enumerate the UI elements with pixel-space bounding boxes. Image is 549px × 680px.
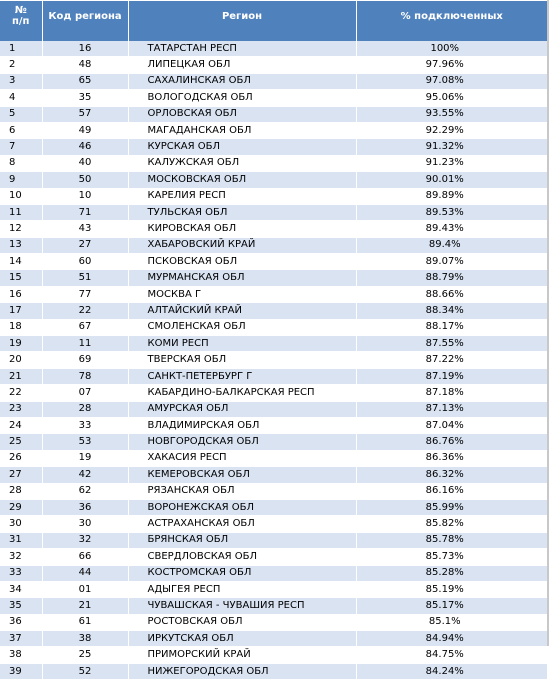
row-number: 32 — [0, 549, 42, 565]
table-row — [0, 352, 547, 368]
row-number: 18 — [0, 319, 42, 335]
connected-percent: 87.13% — [356, 401, 547, 417]
table-row — [0, 401, 547, 417]
connected-percent: 89.43% — [356, 221, 547, 237]
region-code: 62 — [42, 483, 128, 499]
region-name: ПРИМОРСКИЙ КРАЙ — [128, 647, 356, 663]
region-name: РЯЗАНСКАЯ ОБЛ — [128, 483, 356, 499]
connected-percent: 97.08% — [356, 73, 547, 89]
region-name: КАЛУЖСКАЯ ОБЛ — [128, 155, 356, 171]
regions-table — [0, 1, 547, 680]
table-row — [0, 336, 547, 352]
table-row — [0, 237, 547, 253]
table-row — [0, 385, 547, 401]
region-code: 30 — [42, 516, 128, 532]
connected-percent: 85.1% — [356, 614, 547, 630]
table-row — [0, 647, 547, 663]
region-code: 01 — [42, 581, 128, 597]
connected-percent: 92.29% — [356, 122, 547, 138]
table-row — [0, 499, 547, 515]
header-region-code — [42, 1, 128, 41]
region-code: 52 — [42, 663, 128, 679]
region-name: КЕМЕРОВСКАЯ ОБЛ — [128, 467, 356, 483]
region-code: 19 — [42, 450, 128, 466]
row-number: 2 — [0, 57, 42, 73]
row-number: 26 — [0, 450, 42, 466]
row-number: 5 — [0, 106, 42, 122]
region-code: 49 — [42, 122, 128, 138]
connected-percent: 95.06% — [356, 90, 547, 106]
header-number-symbol: № — [14, 5, 27, 16]
row-number: 9 — [0, 172, 42, 188]
region-code: 67 — [42, 319, 128, 335]
table-row — [0, 172, 547, 188]
region-name: ОРЛОВСКАЯ ОБЛ — [128, 106, 356, 122]
table-row — [0, 434, 547, 450]
row-number: 16 — [0, 286, 42, 302]
region-code: 25 — [42, 647, 128, 663]
table-row — [0, 483, 547, 499]
row-number: 27 — [0, 467, 42, 483]
row-number: 20 — [0, 352, 42, 368]
row-number: 39 — [0, 663, 42, 679]
connected-percent: 86.76% — [356, 434, 547, 450]
row-number: 36 — [0, 614, 42, 630]
row-number: 37 — [0, 631, 42, 647]
row-number: 29 — [0, 499, 42, 515]
row-number: 12 — [0, 221, 42, 237]
row-number: 15 — [0, 270, 42, 286]
region-name: БРЯНСКАЯ ОБЛ — [128, 532, 356, 548]
table-row — [0, 581, 547, 597]
row-number: 3 — [0, 73, 42, 89]
connected-percent: 89.53% — [356, 204, 547, 220]
header-row — [0, 1, 547, 41]
region-name: ЧУВАШСКАЯ - ЧУВАШИЯ РЕСП — [128, 598, 356, 614]
region-name: КОСТРОМСКАЯ ОБЛ — [128, 565, 356, 581]
row-number: 13 — [0, 237, 42, 253]
region-name: САХАЛИНСКАЯ ОБЛ — [128, 73, 356, 89]
region-code: 71 — [42, 204, 128, 220]
row-number: 11 — [0, 204, 42, 220]
region-name: КУРСКАЯ ОБЛ — [128, 139, 356, 155]
table-row — [0, 549, 547, 565]
row-number: 21 — [0, 368, 42, 384]
row-number: 10 — [0, 188, 42, 204]
connected-percent: 97.96% — [356, 57, 547, 73]
row-number: 4 — [0, 90, 42, 106]
table-row — [0, 204, 547, 220]
region-code: 77 — [42, 286, 128, 302]
region-name: ПСКОВСКАЯ ОБЛ — [128, 254, 356, 270]
connected-percent: 93.55% — [356, 106, 547, 122]
region-code: 27 — [42, 237, 128, 253]
table-row — [0, 106, 547, 122]
table-row — [0, 368, 547, 384]
table-row — [0, 270, 547, 286]
table-row — [0, 57, 547, 73]
connected-percent: 90.01% — [356, 172, 547, 188]
region-name: ТАТАРСТАН РЕСП — [128, 41, 356, 57]
region-name: РОСТОВСКАЯ ОБЛ — [128, 614, 356, 630]
connected-percent: 85.73% — [356, 549, 547, 565]
region-name: КИРОВСКАЯ ОБЛ — [128, 221, 356, 237]
region-code: 50 — [42, 172, 128, 188]
connected-percent: 85.78% — [356, 532, 547, 548]
region-code: 48 — [42, 57, 128, 73]
connected-percent: 84.94% — [356, 631, 547, 647]
table-row — [0, 450, 547, 466]
region-code: 07 — [42, 385, 128, 401]
connected-percent: 87.55% — [356, 336, 547, 352]
region-name: АСТРАХАНСКАЯ ОБЛ — [128, 516, 356, 532]
region-name: НОВГОРОДСКАЯ ОБЛ — [128, 434, 356, 450]
region-code: 36 — [42, 499, 128, 515]
connected-percent: 85.28% — [356, 565, 547, 581]
row-number: 7 — [0, 139, 42, 155]
table-row — [0, 286, 547, 302]
region-name: МУРМАНСКАЯ ОБЛ — [128, 270, 356, 286]
connected-percent: 85.99% — [356, 499, 547, 515]
connected-percent: 85.82% — [356, 516, 547, 532]
region-code: 51 — [42, 270, 128, 286]
table-row — [0, 188, 547, 204]
region-code: 40 — [42, 155, 128, 171]
header-number — [0, 1, 42, 41]
region-code: 33 — [42, 417, 128, 433]
region-code: 46 — [42, 139, 128, 155]
region-name: ЛИПЕЦКАЯ ОБЛ — [128, 57, 356, 73]
region-name: ИРКУТСКАЯ ОБЛ — [128, 631, 356, 647]
header-region-label: Регион — [221, 11, 263, 22]
region-code: 21 — [42, 598, 128, 614]
connected-percent: 88.34% — [356, 303, 547, 319]
connected-percent: 87.04% — [356, 417, 547, 433]
table-row — [0, 614, 547, 630]
row-number: 34 — [0, 581, 42, 597]
table-row — [0, 90, 547, 106]
connected-percent: 84.75% — [356, 647, 547, 663]
connected-percent: 89.89% — [356, 188, 547, 204]
table-row — [0, 303, 547, 319]
connected-percent: 86.36% — [356, 450, 547, 466]
region-name: МОСКВА Г — [128, 286, 356, 302]
region-code: 35 — [42, 90, 128, 106]
header-region — [128, 1, 356, 41]
row-number: 35 — [0, 598, 42, 614]
table-row — [0, 663, 547, 679]
row-number: 23 — [0, 401, 42, 417]
connected-percent: 85.17% — [356, 598, 547, 614]
table-row — [0, 155, 547, 171]
table-row — [0, 221, 547, 237]
region-code: 43 — [42, 221, 128, 237]
table-row — [0, 598, 547, 614]
table-row — [0, 254, 547, 270]
region-code: 38 — [42, 631, 128, 647]
header-percent-label: % подключенных — [400, 11, 503, 22]
region-code: 32 — [42, 532, 128, 548]
row-number: 17 — [0, 303, 42, 319]
region-code: 10 — [42, 188, 128, 204]
row-number: 30 — [0, 516, 42, 532]
row-number: 24 — [0, 417, 42, 433]
region-code: 78 — [42, 368, 128, 384]
region-code: 65 — [42, 73, 128, 89]
row-number: 25 — [0, 434, 42, 450]
table-row — [0, 467, 547, 483]
table-row — [0, 631, 547, 647]
region-name: ТУЛЬСКАЯ ОБЛ — [128, 204, 356, 220]
region-code: 11 — [42, 336, 128, 352]
region-name: МОСКОВСКАЯ ОБЛ — [128, 172, 356, 188]
region-name: ХАБАРОВСКИЙ КРАЙ — [128, 237, 356, 253]
region-name: ВЛАДИМИРСКАЯ ОБЛ — [128, 417, 356, 433]
connected-percent: 87.18% — [356, 385, 547, 401]
connected-percent: 87.19% — [356, 368, 547, 384]
table-row — [0, 73, 547, 89]
table-row — [0, 516, 547, 532]
connected-percent: 87.22% — [356, 352, 547, 368]
table-row — [0, 417, 547, 433]
region-name: СМОЛЕНСКАЯ ОБЛ — [128, 319, 356, 335]
row-number: 1 — [0, 41, 42, 57]
region-code: 53 — [42, 434, 128, 450]
region-code: 69 — [42, 352, 128, 368]
table-row — [0, 565, 547, 581]
table-row — [0, 319, 547, 335]
row-number: 6 — [0, 122, 42, 138]
region-name: АДЫГЕЯ РЕСП — [128, 581, 356, 597]
region-code: 61 — [42, 614, 128, 630]
header-region-code-label: Код региона — [48, 11, 122, 22]
region-name: САНКТ-ПЕТЕРБУРГ Г — [128, 368, 356, 384]
connected-percent: 91.32% — [356, 139, 547, 155]
region-name: НИЖЕГОРОДСКАЯ ОБЛ — [128, 663, 356, 679]
region-code: 44 — [42, 565, 128, 581]
connected-percent: 86.16% — [356, 483, 547, 499]
header-percent — [356, 1, 547, 41]
table-row — [0, 532, 547, 548]
row-number: 14 — [0, 254, 42, 270]
connected-percent: 89.07% — [356, 254, 547, 270]
region-name: ВОЛОГОДСКАЯ ОБЛ — [128, 90, 356, 106]
row-number: 8 — [0, 155, 42, 171]
region-name: КАБАРДИНО-БАЛКАРСКАЯ РЕСП — [128, 385, 356, 401]
table-header — [0, 1, 547, 41]
region-name: ТВЕРСКАЯ ОБЛ — [128, 352, 356, 368]
connected-percent: 86.32% — [356, 467, 547, 483]
region-name: СВЕРДЛОВСКАЯ ОБЛ — [128, 549, 356, 565]
region-code: 66 — [42, 549, 128, 565]
region-code: 60 — [42, 254, 128, 270]
region-code: 28 — [42, 401, 128, 417]
region-name: МАГАДАНСКАЯ ОБЛ — [128, 122, 356, 138]
connected-percent: 100% — [356, 41, 547, 57]
table-row — [0, 41, 547, 57]
row-number: 19 — [0, 336, 42, 352]
region-name: АМУРСКАЯ ОБЛ — [128, 401, 356, 417]
region-code: 42 — [42, 467, 128, 483]
row-number: 38 — [0, 647, 42, 663]
region-code: 22 — [42, 303, 128, 319]
connected-percent: 91.23% — [356, 155, 547, 171]
connected-percent: 85.19% — [356, 581, 547, 597]
region-name: ВОРОНЕЖСКАЯ ОБЛ — [128, 499, 356, 515]
connected-percent: 88.79% — [356, 270, 547, 286]
row-number: 31 — [0, 532, 42, 548]
row-number: 22 — [0, 385, 42, 401]
connected-percent: 84.24% — [356, 663, 547, 679]
region-name: ХАКАСИЯ РЕСП — [128, 450, 356, 466]
table-row — [0, 122, 547, 138]
region-code: 16 — [42, 41, 128, 57]
table-body — [0, 41, 547, 680]
region-name: АЛТАЙСКИЙ КРАЙ — [128, 303, 356, 319]
header-number-abbrev: п/п — [12, 16, 30, 27]
connected-percent: 88.17% — [356, 319, 547, 335]
region-code: 57 — [42, 106, 128, 122]
row-number: 28 — [0, 483, 42, 499]
connected-percent: 89.4% — [356, 237, 547, 253]
table-row — [0, 139, 547, 155]
row-number: 33 — [0, 565, 42, 581]
region-name: КОМИ РЕСП — [128, 336, 356, 352]
region-name: КАРЕЛИЯ РЕСП — [128, 188, 356, 204]
connected-percent: 88.66% — [356, 286, 547, 302]
